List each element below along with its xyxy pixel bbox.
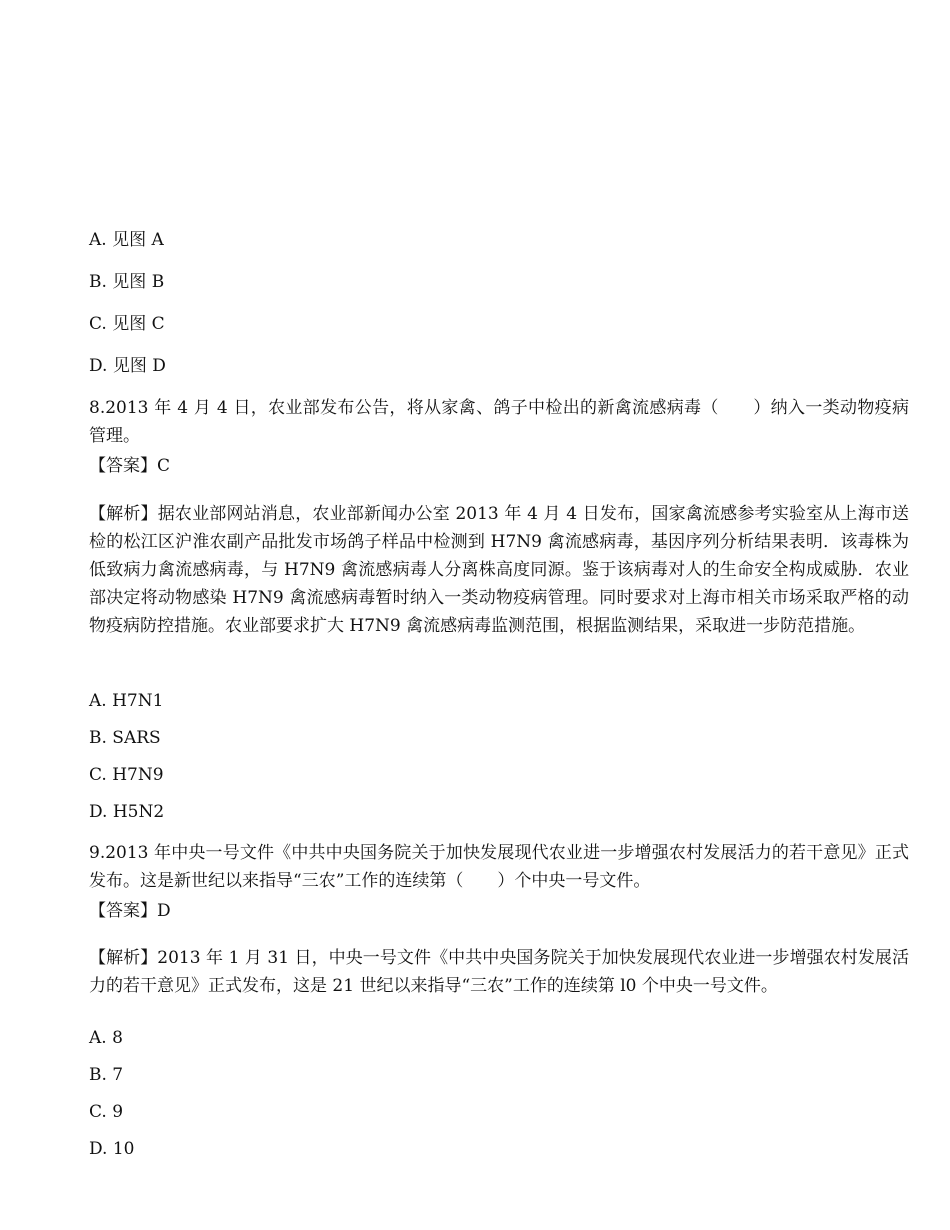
q7-option-a: A. 见图 A xyxy=(89,230,164,250)
q8-option-b: B. SARS xyxy=(89,728,161,748)
q8-option-c: C. H7N9 xyxy=(89,765,164,785)
q9-answer: 【答案】D xyxy=(89,901,171,921)
q9-option-d: D. 10 xyxy=(89,1139,135,1159)
q9-analysis: 【解析】2013 年 1 月 31 日，中央一号文件《中共中央国务院关于加快发展现代农业进一步增强农村发展活力的若干意见》正式发布，这是 21 世纪以来指导“三农”工作的连续第 l0 个中央一号文件。 xyxy=(89,948,909,996)
q9-option-c: C. 9 xyxy=(89,1102,124,1122)
q9-question: 9.2013 年中央一号文件《中共中央国务院关于加快发展现代农业进一步增强农村发展活力的若干意见》正式发布。这是新世纪以来指导“三农”工作的连续第（ ）个中央一号文件。 xyxy=(89,843,909,891)
q8-option-d: D. H5N2 xyxy=(89,802,165,822)
q7-option-c: C. 见图 C xyxy=(89,314,165,334)
q8-option-a: A. H7N1 xyxy=(89,691,164,711)
q9-option-b: B. 7 xyxy=(89,1065,124,1085)
q8-answer: 【答案】C xyxy=(89,456,171,476)
q7-option-d: D. 见图 D xyxy=(89,356,166,376)
q8-question: 8.2013 年 4 月 4 日，农业部发布公告，将从家禽、鸽子中检出的新禽流感病毒（ ）纳入一类动物疫病管理。 xyxy=(89,398,909,446)
q8-analysis: 【解析】据农业部网站消息，农业部新闻办公室 2013 年 4 月 4 日发布，国家禽流感参考实验室从上海市送检的松江区沪淮农副产品批发市场鸽子样品中检测到 H7N9 禽流感病毒，基因序列分析结果表明．该毒株为低致病力禽流感病毒，与 H7N9 禽流感病毒人分离株高度同源。鉴于该病毒对人的生命安全构成威胁．农业部决定将动物感染 H7N9 禽流感病毒暂时纳入一类动物疫病管理。同时要求对上海市相关市场采取严格的动物疫病防控措施。农业部要求扩大 H7N9 禽流感病毒监测范围，根据监测结果，采取进一步防范措施。 xyxy=(89,504,909,636)
q9-option-a: A. 8 xyxy=(89,1028,123,1048)
q7-option-b: B. 见图 B xyxy=(89,272,165,292)
